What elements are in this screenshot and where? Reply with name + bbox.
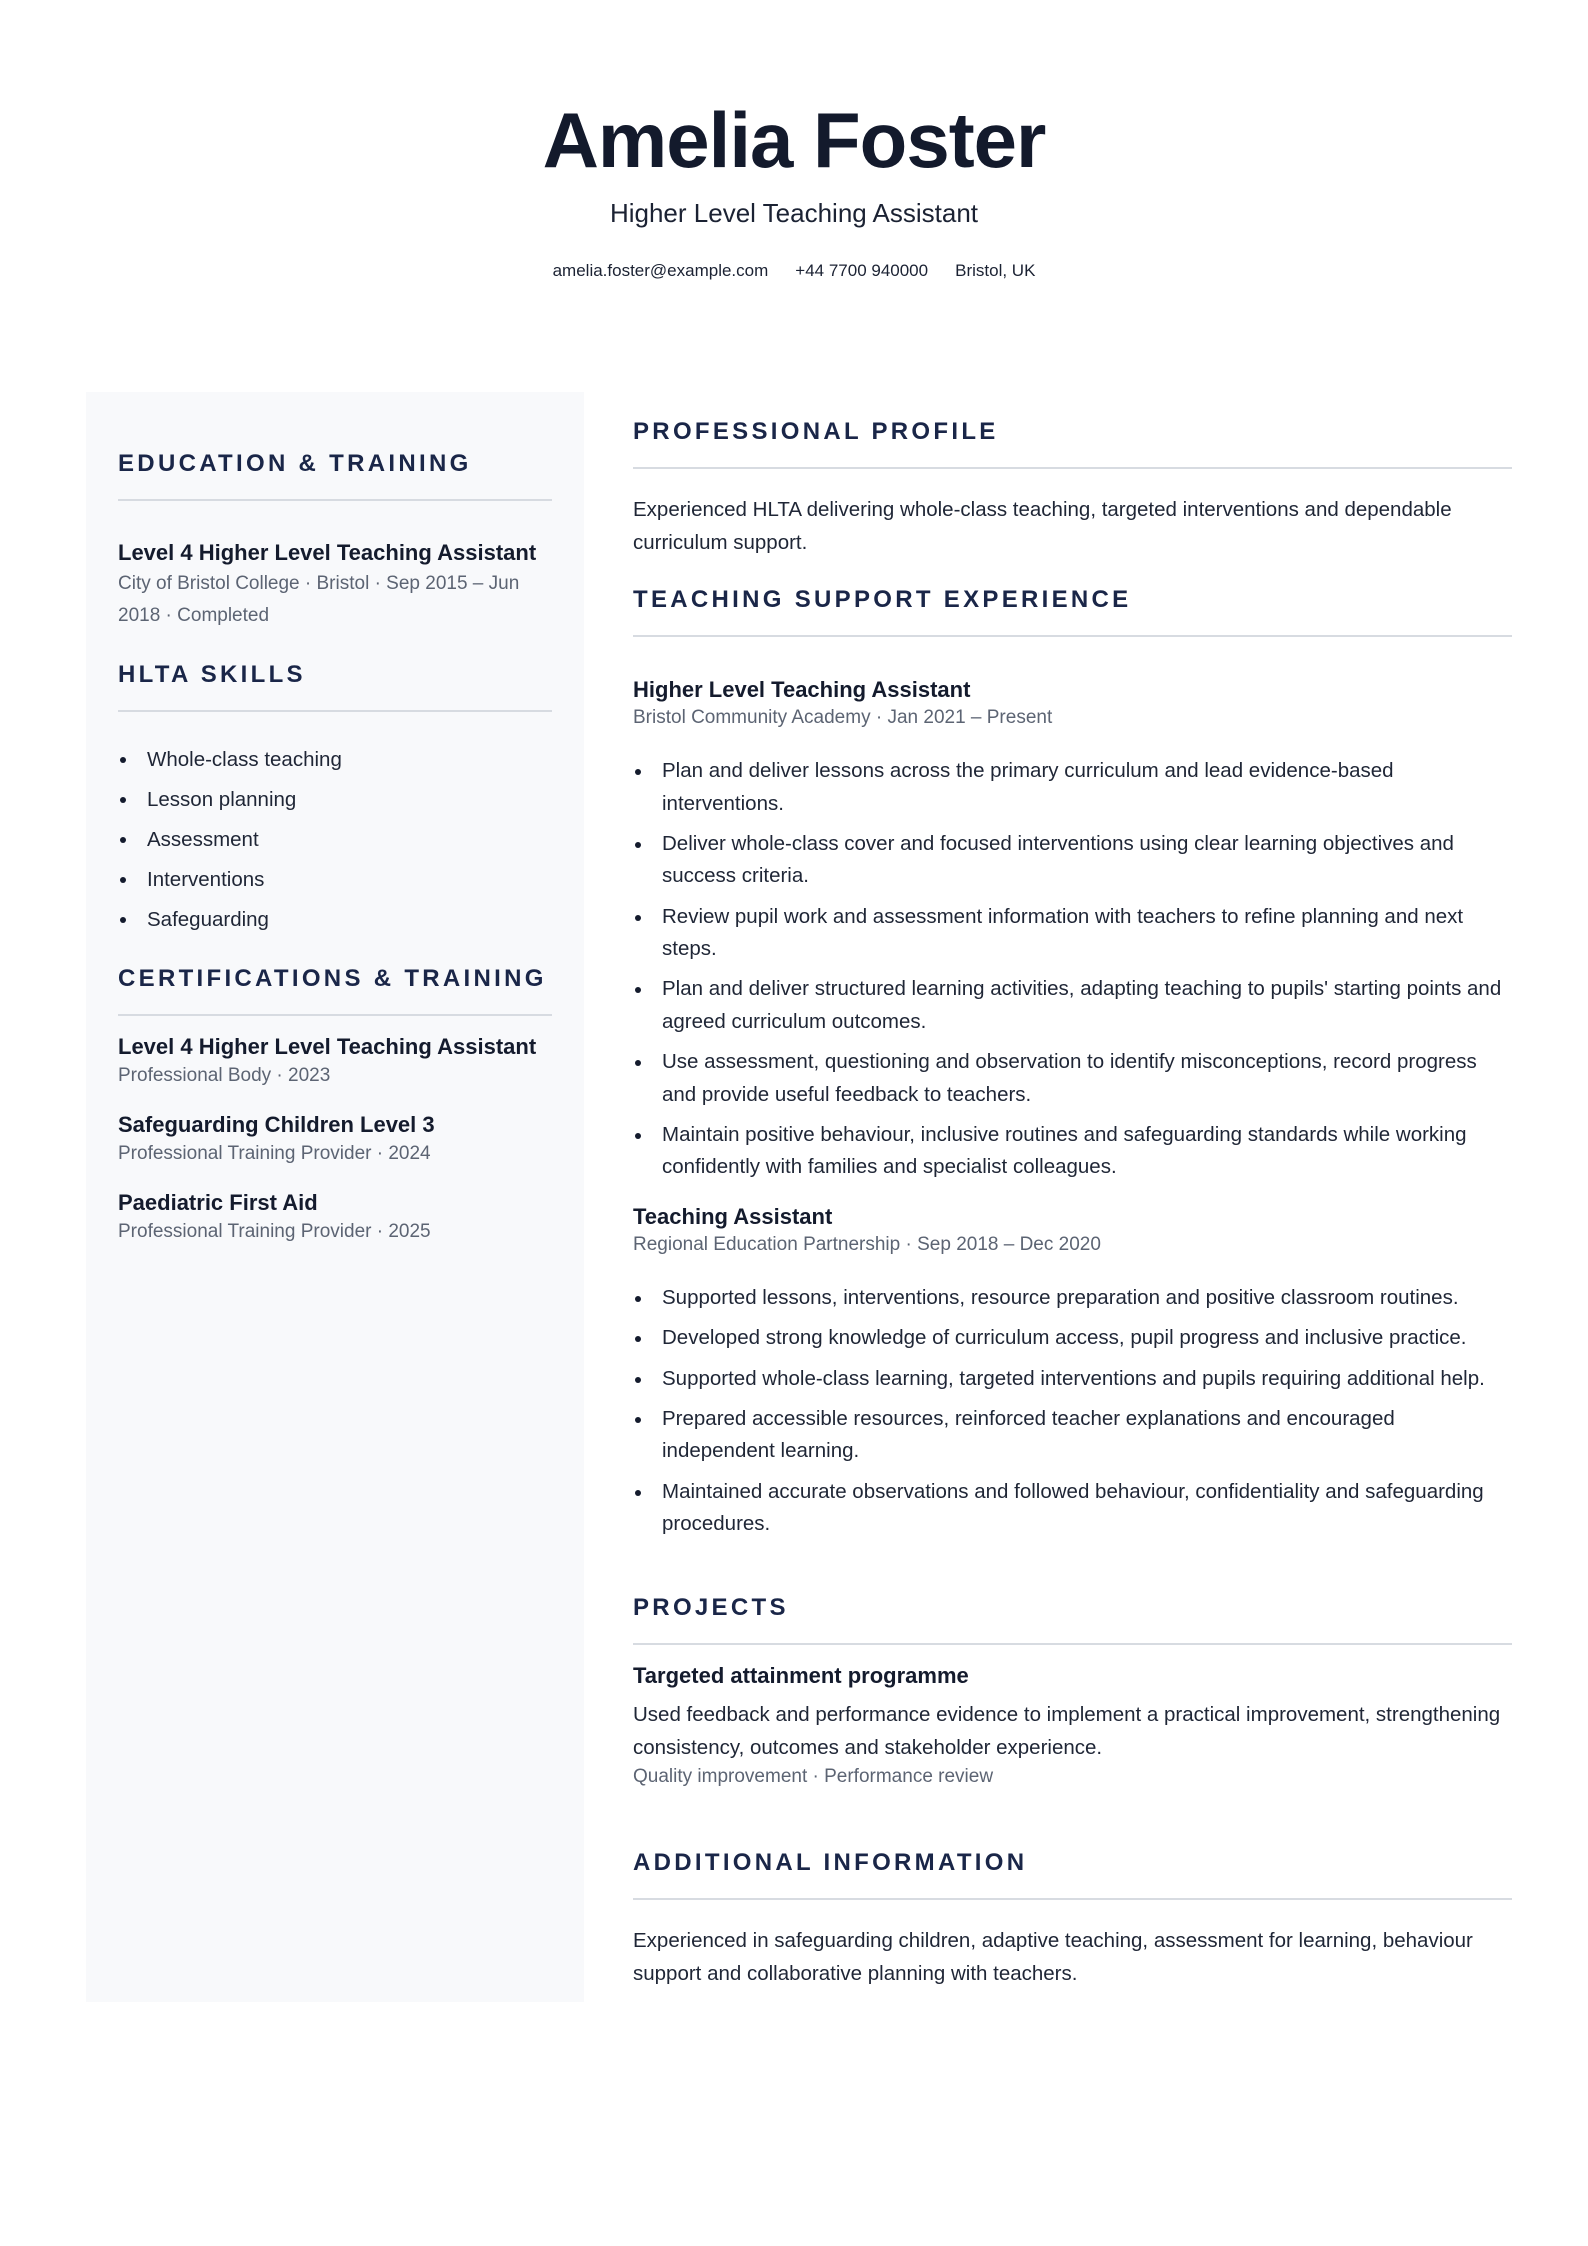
job-meta: Bristol Community Academy · Jan 2021 – Present [633,707,1053,728]
cert-title: Paediatric First Aid [118,1190,318,1215]
project-text: Used feedback and performance evidence to implement a practical improvement, strengthening consistency, outcomes and stakeholder experience. [633,1703,1501,1759]
contact-email[interactable]: amelia.foster@example.com [552,261,769,280]
education-meta: City of Bristol College · Bristol · Sep 2015 – Jun 2018 · Completed [118,573,520,626]
profile-section [633,416,1512,559]
section-divider [118,499,552,501]
job-item [633,675,1512,1184]
list-item: Lesson planning [118,780,552,820]
job-meta: Regional Education Partnership · Sep 2018 – Dec 2020 [633,1234,1101,1255]
list-item: Interventions [118,860,552,900]
skills-list [118,740,552,940]
list-item: Supported whole-class learning, targeted interventions and pupils requiring additional help. [633,1363,1512,1396]
cert-meta: Professional Training Provider · 2024 [118,1143,431,1164]
additional-heading: ADDITIONAL INFORMATION [633,1849,1028,1876]
section-divider [118,710,552,712]
profile-text: Experienced HLTA delivering whole-class teaching, targeted interventions and dependable curriculum support. [633,498,1452,554]
section-divider [118,1014,552,1016]
certifications-section [118,963,552,1246]
list-item: Plan and deliver structured learning activities, adapting teaching to pupils' starting points and agreed curriculum outcomes. [633,973,1512,1038]
candidate-name: Amelia Foster [542,96,1046,184]
additional-section [633,1847,1512,1990]
job-item [633,1202,1512,1548]
list-item: Safeguarding [118,900,552,940]
sidebar [86,392,584,2002]
list-item: Deliver whole-class cover and focused interventions using clear learning objectives and success criteria. [633,828,1512,893]
projects-section [633,1592,1512,1790]
list-item: Assessment [118,820,552,860]
section-divider [633,1643,1512,1645]
experience-heading: TEACHING SUPPORT EXPERIENCE [633,586,1132,613]
cert-meta: Professional Body · 2023 [118,1065,331,1086]
contact-phone[interactable]: +44 7700 940000 [795,261,929,280]
list-item: Developed strong knowledge of curriculum access, pupil progress and inclusive practice. [633,1322,1512,1355]
list-item: Prepared accessible resources, reinforced teacher explanations and encouraged independent learning. [633,1403,1512,1468]
experience-section [633,584,1512,1192]
section-divider [633,635,1512,637]
education-title: Level 4 Higher Level Teaching Assistant [118,540,537,565]
list-item: Maintain positive behaviour, inclusive routines and safeguarding standards while working confidently with families and specialist colleagues. [633,1119,1512,1184]
job-bullets [633,1282,1512,1541]
cert-title: Level 4 Higher Level Teaching Assistant [118,1034,537,1059]
additional-text: Experienced in safeguarding children, adaptive teaching, assessment for learning, behaviour support and collaborative planning with teachers. [633,1929,1473,1985]
education-heading: EDUCATION & TRAINING [118,450,472,477]
contact-location: Bristol, UK [955,261,1036,280]
job-bullets [633,755,1512,1184]
project-title: Targeted attainment programme [633,1663,969,1688]
profile-heading: PROFESSIONAL PROFILE [633,418,999,445]
list-item: Maintained accurate observations and followed behaviour, confidentiality and safeguarding procedures. [633,1476,1512,1541]
job-title: Higher Level Teaching Assistant [633,677,971,702]
skills-section [118,659,552,940]
section-divider [633,1898,1512,1900]
job-title: Teaching Assistant [633,1204,833,1229]
list-item: Use assessment, questioning and observation to identify misconceptions, record progress and provide useful feedback to teachers. [633,1046,1512,1111]
cert-item [118,1188,552,1246]
certifications-heading: CERTIFICATIONS & TRAINING [118,965,547,992]
education-section [118,448,552,632]
project-tags: Quality improvement · Performance review [633,1766,994,1787]
projects-heading: PROJECTS [633,1594,789,1621]
section-divider [633,467,1512,469]
cert-item [118,1110,552,1168]
list-item: Supported lessons, interventions, resource preparation and positive classroom routines. [633,1282,1512,1315]
cert-item [118,1032,552,1090]
cert-meta: Professional Training Provider · 2025 [118,1221,431,1242]
cert-title: Safeguarding Children Level 3 [118,1112,435,1137]
contact-line [0,259,1588,283]
candidate-title: Higher Level Teaching Assistant [609,198,979,228]
skills-heading: HLTA SKILLS [118,661,306,688]
list-item: Plan and deliver lessons across the primary curriculum and lead evidence-based interventions. [633,755,1512,820]
list-item: Whole-class teaching [118,740,552,780]
list-item: Review pupil work and assessment information with teachers to refine planning and next steps. [633,901,1512,966]
